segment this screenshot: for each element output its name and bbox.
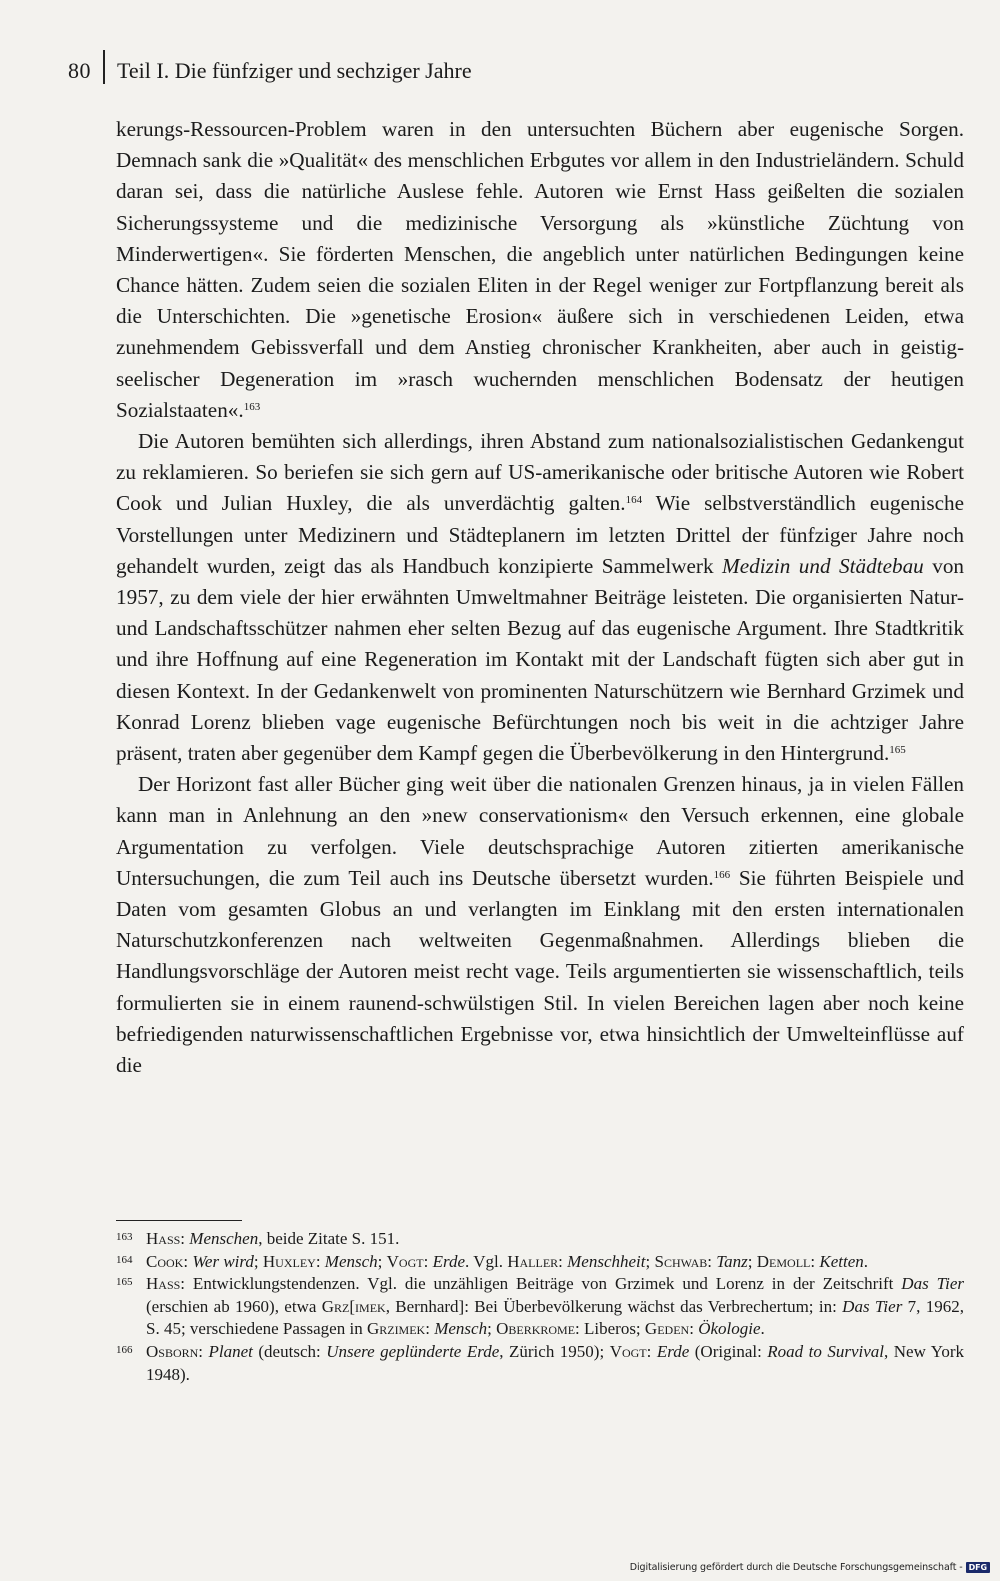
- paragraph-2: [116, 426, 964, 769]
- dfg-logo-icon: DFG: [966, 1562, 990, 1573]
- paragraph-text: von 1957, zu dem viele der hier erwähnten Umweltmahner Beiträge leisteten. Die organisierten Natur- und Landschaftsschützer nahmen eher selten Bezug auf das eugenische Argument. Ihre Stadtkritik und ihre Hoffnung auf eine Regeneration im Kontakt mit der Landschaft fügten sich aber gut in diesen Kontext. In der Gedankenwelt von prominenten Naturschützern wie Bernhard Grzimek und Konrad Lorenz blieben vage eugenische Befürchtungen noch bis weit in die achtziger Jahre präsent, traten aber gegenüber dem Kampf gegen die Überbevölkerung in den Hintergrund.: [116, 553, 965, 766]
- footnote-ref-166: 166: [713, 868, 731, 881]
- footnote-text: Hass: Menschen, beide Zitate S. 151.: [146, 1229, 400, 1248]
- paragraph-text: Wie selbstverständlich eugenische Vorstellungen unter Medizinern und Städteplanern im letzten Drittel der fünfziger Jahre noch gehandelt wurden, zeigt das als Handbuch konzipierte Sammelwerk: [116, 491, 964, 578]
- paragraph-text: Die Autoren bemühten sich allerdings, ihren Abstand zum nationalsozialistischen Gedankengut zu reklamieren. So beriefen sie sich gern auf US-amerikanische oder britische Autoren wie Robert Cook und Julian Huxley, die als unverdächtig galten.: [116, 429, 964, 516]
- footnote-text: Hass: Entwicklungstendenzen. Vgl. die unzähligen Beiträge von Grzimek und Lorenz in der Zeitschrift Das Tier (erschien ab 1960), etwa Grz[imek, Bernhard]: Bei Überbevölkerung wächst das Verbrechertum; in: Das Tier 7, 1962, S. 45; verschiedene Passagen in Grzimek: Mensch; Oberkrome: Liberos; Geden: Ökologie.: [146, 1274, 965, 1339]
- footnote-number: 166: [116, 1343, 133, 1356]
- footnote-166: [116, 1341, 964, 1386]
- running-title: Teil I. Die fünfziger und sechziger Jahre: [117, 58, 472, 83]
- credit-text: Digitalisierung gefördert durch die Deutsche Forschungsgemeinschaft -: [629, 1562, 963, 1573]
- footnote-number: 163: [116, 1231, 133, 1243]
- paragraph-text: Sie führten Beispiele und Daten vom gesamten Globus an und verlangten im Einklang mit den ersten internationalen Naturschutzkonferenzen nach weltweiten Gegenmaßnahmen. Allerdings blieben die Handlungsvorschläge der Autoren meist recht vage. Teils argumentierten sie wissenschaftlich, teils formulierten sie in einem raunend-schwülstigen Stil. In vielen Bereichen lagen aber noch keine befriedigenden naturwissenschaftlichen Ergebnisse vor, etwa hinsichtlich der Umwelteinflüsse auf die: [116, 865, 964, 1078]
- footnote-text: Cook: Wer wird; Huxley: Mensch; Vogt: Erde. Vgl. Haller: Menschheit; Schwab: Tanz; Demoll: Ketten.: [146, 1251, 868, 1271]
- footnote-number: 164: [116, 1253, 133, 1266]
- footnote-text: Osborn: Planet (deutsch: Unsere geplünderte Erde, Zürich 1950); Vogt: Erde (Original: Road to Survival, New York 1948).: [146, 1341, 964, 1384]
- footnote-divider: [116, 1220, 242, 1221]
- footnote-164: [116, 1251, 964, 1274]
- page-number: 80: [68, 58, 91, 83]
- paragraph-1: [116, 114, 964, 426]
- footnote-163: [116, 1228, 964, 1251]
- header-divider: [103, 50, 105, 84]
- paragraph-text: kerungs-Ressourcen-Problem waren in den untersuchten Büchern aber eugenische Sorgen. Demnach sank die »Qualität« des menschlichen Erbgutes vor allem in den Industrieländern. Schuld daran sei, dass die natürliche Auslese fehle. Autoren wie Ernst Hass geißelten die sozialen Sicherungssysteme und die medizinische Versorgung als »künstliche Züchtung von Minderwertigen«. Sie förderten Menschen, die angeblich unter natürlichen Bedingungen keine Chance hätten. Zudem seien die sozialen Eliten in der Regel weniger zur Fortpflanzung bereit als die Unterschichten. Die »genetische Erosion« äußere sich in verschiedenen Leiden, etwa zunehmendem Gebissverfall und dem Anstieg chronischer Krankheiten, aber auch in geistig-seelischer Degeneration im »rasch wuchernden menschlichen Bodensatz der heutigen Sozialstaaten«.: [116, 117, 964, 422]
- footnotes: [116, 1228, 964, 1386]
- footnote-ref-164: 164: [625, 494, 643, 507]
- running-header: [68, 56, 472, 86]
- paragraph-3: [116, 769, 964, 1081]
- main-text: [116, 114, 964, 1081]
- paragraph-text: Der Horizont fast aller Bücher ging weit über die nationalen Grenzen hinaus, ja in vielen Fällen kann man in Anlehnung an den »new conservationism« den Versuch erkennen, eine globale Argumentation zu verfolgen. Viele deutschsprachige Autoren zitierten amerikanische Untersuchungen, die zum Teil auch ins Deutsche übersetzt wurden.: [116, 772, 964, 890]
- footnote-ref-165: 165: [889, 744, 906, 757]
- footnote-number: 165: [116, 1276, 133, 1289]
- digitization-credit: [630, 1562, 990, 1573]
- footnote-165: [116, 1273, 964, 1341]
- book-title: Medizin und Städtebau: [722, 553, 924, 578]
- footnote-ref-163: 163: [243, 400, 261, 413]
